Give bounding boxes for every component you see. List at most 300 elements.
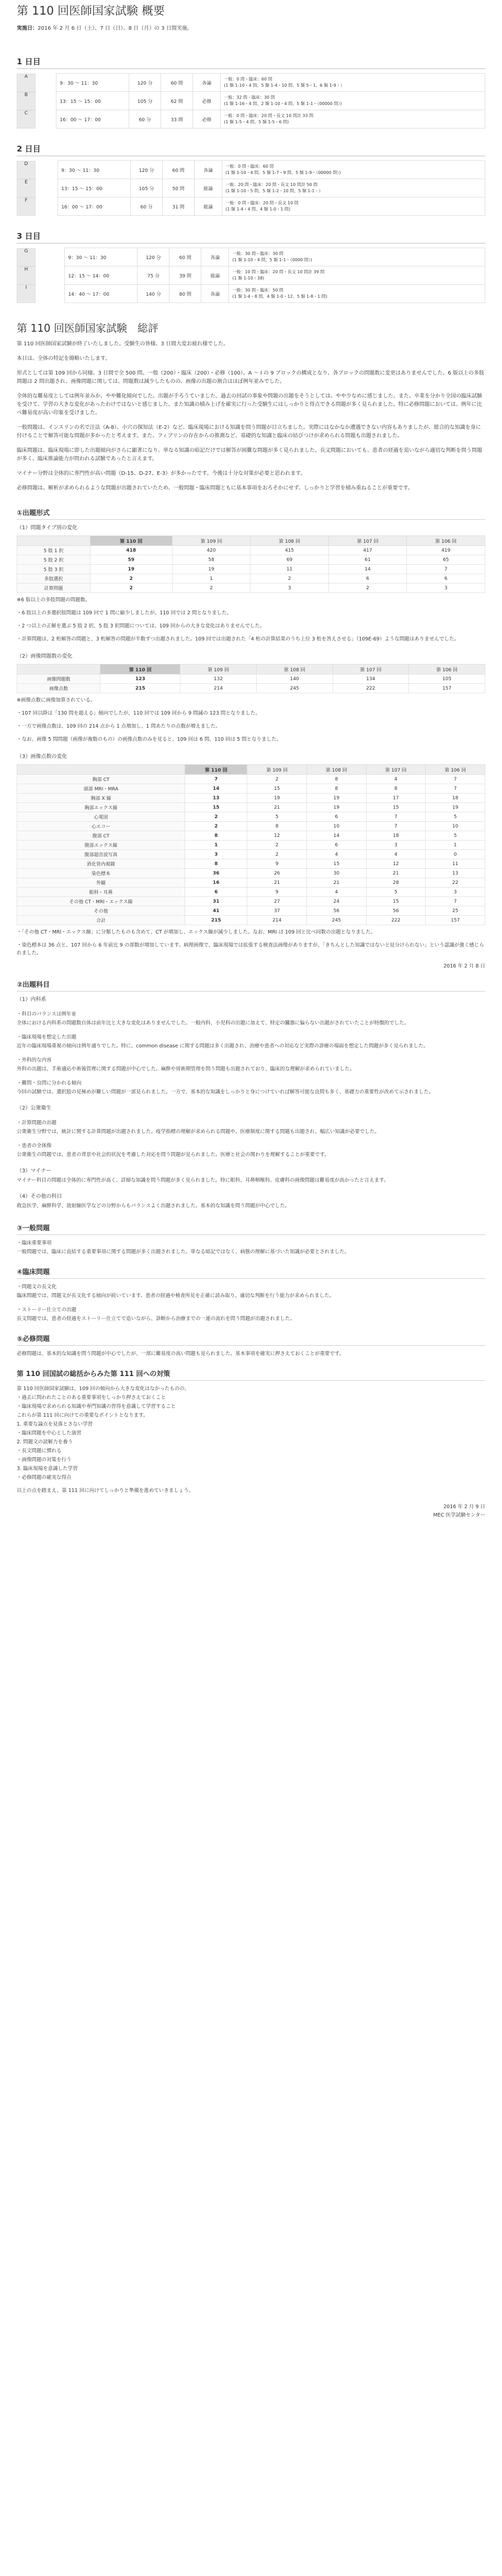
time-range: 16：00 〜 17：00 xyxy=(56,110,129,129)
time-range: 16：00 〜 17：00 xyxy=(58,197,131,216)
table-cell: 245 xyxy=(256,684,333,693)
table-cell: 7 xyxy=(366,822,426,831)
table-cell: 6 xyxy=(328,574,407,584)
paragraph: 外科の出題は、手術適応や術後管理に関する問題が中心でした。麻酔や周術期管理を問う問題も出題されており、臨床的な理解が求められていました。 xyxy=(17,1066,355,1072)
row-label: 5 肢 1 択 xyxy=(17,546,90,555)
table-cell: 14 xyxy=(307,831,367,841)
overview-paragraph: 第 110 回医師国家試験が終了いたしました。受験生の皆様、3 日間大変お疲れ様でした。 xyxy=(17,341,229,347)
table-cell: 14 xyxy=(328,565,407,574)
table-cell: 15 xyxy=(366,803,426,812)
table-cell: 215 xyxy=(100,684,180,693)
table-header: 第 109 回 xyxy=(172,536,250,546)
table-cell: 2 xyxy=(250,574,329,584)
notes xyxy=(17,928,485,957)
table-cell: 3 xyxy=(366,841,426,850)
table-row xyxy=(17,794,485,803)
paragraph: 公衆衛生の問題では、患者の背景や社会的状況を考慮した対応を問う問題が見られました。医療と社会の関わりを理解することが重要です。 xyxy=(17,1152,329,1158)
type-label: 必修 xyxy=(193,92,221,110)
table-row xyxy=(17,831,485,841)
table-cell: 21 xyxy=(247,803,307,812)
table-cell: 8 xyxy=(366,784,426,794)
section-general-title: ③一般問題 xyxy=(17,1222,485,1235)
page-title: 第 110 回医師国家試験 概要 xyxy=(17,5,165,18)
list-item: 2. 問題文の読解力を養う xyxy=(17,1439,73,1445)
subject-line: 一般：0 問・臨床：60 問 xyxy=(225,164,274,169)
row-label: 5 肢 2 択 xyxy=(17,555,90,565)
list-item: ・過去に問われたことのある重要事項をしっかり押さえておくこと xyxy=(17,1395,166,1401)
overview-paragraph: 必修問題は、解析が求められるような問題が出題されていたため、一般問題・臨床問題ともに基本事項をおろそかにせず、しっかりと学習を積み重ねることが重要です。 xyxy=(17,485,413,491)
table-cell: 418 xyxy=(90,546,172,555)
table-cell: 417 xyxy=(328,546,407,555)
table-cell: 16 xyxy=(185,878,247,888)
time-range: 9：30 〜 11：30 xyxy=(56,74,129,92)
question-count: 62 問 xyxy=(161,92,193,110)
table-cell: 19 xyxy=(307,794,367,803)
question-count: 31 問 xyxy=(163,197,195,216)
subject-line: 一般：30 問・臨床：50 問 xyxy=(232,288,283,293)
overview-paragraph: 全体的な難易度としては例年並みか、やや難化傾向でした。出題が手ろうていました。過去の回試の事象や問題の出題をそうとしては、やや少なめに感じました。また、卒業を分かり全国の臨床試験を受けて、学習の大きな変化があったわけではないと感じました。また知識の積み上げを確実に行った受験生にはしっかりと得点できる問題が多く見られました。特に必修問題においては、例年に比べ難易度が高い印象を受けました。 xyxy=(17,393,482,416)
table-row xyxy=(17,888,485,897)
table-header: 第 106 回 xyxy=(426,765,485,775)
subject-detail xyxy=(222,197,485,216)
question-count: 60 問 xyxy=(161,74,193,92)
table-header: 第 109 回 xyxy=(180,665,257,674)
table-cell: 7 xyxy=(426,775,485,784)
note-line: ・2 つ以上の正解を選ぶ 5 肢 2 択、5 肢 3 択問題については、109 回からの大きな変化はありませんでした。 xyxy=(17,623,265,629)
table-cell: 17 xyxy=(366,794,426,803)
table-cell: 14 xyxy=(185,784,247,794)
block-label: E xyxy=(17,179,36,197)
row-label: 胸部エックス線 xyxy=(17,803,185,812)
subject-line: 一般：0 問・臨床：20 問・長文 10 問計 33 問 xyxy=(224,113,314,118)
table-cell: 37 xyxy=(247,906,307,916)
table-cell: 5 xyxy=(426,812,485,822)
schedule-row xyxy=(17,285,485,303)
table-cell: 69 xyxy=(250,555,329,565)
paragraph: 全体における内科系の問題数自体は前年比と大きな変化はありませんでした。一般内科、小児科の出題に加えて、特定の臓器に偏らない出題がされていたことが特徴的でした。 xyxy=(17,1020,409,1026)
question-count: 80 問 xyxy=(169,285,201,303)
paragraph: 長文問題では、患者の経過をストーリー仕立てで追いながら、診断から治療までの一連の流れを問う問題が出題されました。 xyxy=(17,1316,295,1322)
table-cell: 7 xyxy=(366,812,426,822)
overview-paragraph: 形式としては第 109 回から同様、3 日間で全 500 問。一般（200）・臨床（200）・必修（100）。A 〜 I の 9 ブロックの構成となり、各ブロックの問題数に変更はありませんでした。6 版以上の多肢問題は 2 問出題され、画像問題に関しては、問題数は減少したものの、画像の出題の割合はほぼ例年並みでした。 xyxy=(17,370,484,384)
table-row xyxy=(17,803,485,812)
table-cell: 105 xyxy=(409,674,485,684)
subject-line: 一般：20 問・臨床：20 問・長文 10 問計 50 問 xyxy=(225,182,318,187)
table-row xyxy=(17,565,485,574)
table-row xyxy=(17,684,485,693)
sub-heading: （1）内科系 xyxy=(17,997,47,1003)
paragraph: 公衆衛生分野では、統計に関する計算問題が出題されました。疫学指標の理解が求められる問題や、医療制度に関する問題も出題され、幅広い知識が必要でした。 xyxy=(17,1129,380,1135)
table-row xyxy=(17,906,485,916)
list-item: ・必修問題の確実な得点 xyxy=(17,1475,72,1481)
overview-title: 第 110 回医師国家試験 総評 xyxy=(17,322,158,334)
table-cell: 1 xyxy=(185,841,247,850)
subject-line: (1 類 1-4・8 問、4 類 1-0・12、5 類 1-8・1 問) xyxy=(232,294,327,299)
table-row xyxy=(17,674,485,684)
table-row xyxy=(17,897,485,906)
block-label: I xyxy=(17,285,36,303)
table-cell: 2 xyxy=(90,584,172,593)
table-header-row xyxy=(17,536,485,546)
table-header xyxy=(17,536,90,546)
list-item: ・画像問題の対策を行う xyxy=(17,1457,72,1463)
table-row xyxy=(17,859,485,869)
table-cell: 24 xyxy=(307,897,367,906)
section-strategy-body xyxy=(17,1385,485,1495)
table-cell: 132 xyxy=(180,674,257,684)
row-label: 心電図 xyxy=(17,812,185,822)
table-cell: 123 xyxy=(100,674,180,684)
table-cell: 11 xyxy=(426,859,485,869)
time-range: 14：40 〜 17：00 xyxy=(65,285,138,303)
table-cell: 9 xyxy=(247,859,307,869)
subject-detail xyxy=(229,285,485,303)
type-label: 各論 xyxy=(201,285,229,303)
signature-date: 2016 年 2 月 8 日 xyxy=(443,963,485,969)
note-line: ・6 肢以上の多選択肢問題は 109 回で 1 問に縮少しましたが、110 回では 2 問となりました。 xyxy=(17,610,232,616)
type-label: 総論 xyxy=(201,266,229,285)
table-cell: 3 xyxy=(250,584,329,593)
table-cell: 21 xyxy=(247,878,307,888)
row-label: 多肢選択 xyxy=(17,574,90,584)
subject-detail xyxy=(221,74,485,92)
subject-line: (1 類 1-10・4 問、5 類 1-1・（0000 問）) xyxy=(232,258,312,262)
section-subjects-body xyxy=(17,996,485,1210)
sub-heading: （4）その他の科目 xyxy=(17,1194,62,1199)
table-cell: 25 xyxy=(426,906,485,916)
type-label: 各論 xyxy=(193,74,221,92)
block-label: H xyxy=(17,266,36,285)
table-row xyxy=(17,555,485,565)
list-item: ・長文問題に慣れる xyxy=(17,1448,62,1454)
schedule-row xyxy=(17,179,485,197)
table-cell: 9 xyxy=(247,888,307,897)
paragraph: 以上の点を踏まえ、第 111 回に向けてしっかりと準備を進めていきましょう。 xyxy=(17,1488,194,1494)
table-cell: 6 xyxy=(185,888,247,897)
block-label: C xyxy=(17,110,36,129)
schedule xyxy=(17,56,485,303)
note-line: ・一方で画像点数は、109 回の 214 点から 1 点増加し、1 問あたりの点数が増えました。 xyxy=(17,724,221,729)
duration: 60 分 xyxy=(129,110,161,129)
table-header-row xyxy=(17,765,485,775)
sub-heading: （1）問題タイプ別の変化 xyxy=(17,525,77,531)
row-label: 腹部 CT xyxy=(17,831,185,841)
table-cell: 8 xyxy=(247,822,307,831)
note-line: ※画像点数に画像加算されている。 xyxy=(17,697,96,703)
table-cell: 19 xyxy=(172,565,250,574)
table-cell: 36 xyxy=(185,869,247,878)
table-row xyxy=(17,574,485,584)
time-range: 9：30 〜 11：30 xyxy=(58,161,131,179)
question-count: 50 問 xyxy=(163,179,195,197)
section-clinical-body xyxy=(17,1283,485,1323)
table-cell: 140 xyxy=(256,674,333,684)
paragraph: ・患者の全体像 xyxy=(17,1143,52,1149)
table-cell: 21 xyxy=(307,878,367,888)
time-range: 13：15 〜 15：00 xyxy=(58,179,131,197)
section-general-body xyxy=(17,1239,485,1256)
paragraph: ・問題文の長文化 xyxy=(17,1284,57,1290)
table-row xyxy=(17,878,485,888)
row-label: その他 CT・MRI・エックス線 xyxy=(17,897,185,906)
table-cell: 419 xyxy=(407,546,485,555)
duration: 105 分 xyxy=(131,179,163,197)
subject-line: 一般：30 問・臨床：30 問 xyxy=(232,251,283,256)
time-range: 12：15 〜 14：00 xyxy=(65,266,138,285)
sub-heading: （2）公衆衛生 xyxy=(17,1105,52,1111)
table-cell: 12 xyxy=(366,859,426,869)
exam-date: 実施日：2016 年 2 月 6 日（土）、7 日（日）、8 日（月）の 3 日間実施。 xyxy=(17,26,192,31)
subject-detail xyxy=(222,179,485,197)
list-item: ・臨床現場で求められる知識や専門知識の習得を意識して学習すること xyxy=(17,1404,176,1409)
row-label: 消化管内視鏡 xyxy=(17,859,185,869)
table-cell: 19 xyxy=(90,565,172,574)
note-line: ・「その他 CT・MRI・エックス線」に分類したものも含めて、CT が増加し、エックス線が減少しました。なお、MRI は 109 回と比べ同数の出題となりました。 xyxy=(17,929,376,935)
subject-line: 一般：0 問・臨床：60 問 xyxy=(224,77,272,81)
question-count: 60 問 xyxy=(163,161,195,179)
table-cell: 2 xyxy=(90,574,172,584)
table-cell: 4 xyxy=(366,775,426,784)
row-label: 胸部 X 線 xyxy=(17,794,185,803)
table-cell: 6 xyxy=(307,841,367,850)
day-block xyxy=(17,230,485,303)
overview-paragraph: 一般問題は、インスリンの名で注法（A-8）、小穴の探知法（E-2）など、臨床現場における知識を問う問題が目立ちました。実際にはなかなか遭遇できない内容もありましたが、総合的な知識を身に付けることで解答可能な問題が多かったと考えます。また、フィブリンの存在からの推測など、基礎的な知識と臨床の結びつけが求められる問題も出題されました。 xyxy=(17,425,481,439)
list-item: 3. 臨床現場を意識した学習 xyxy=(17,1466,78,1472)
table-header xyxy=(17,765,185,775)
table-header: 第 110 回 xyxy=(90,536,172,546)
table-header: 第 107 回 xyxy=(333,665,409,674)
table-cell: 58 xyxy=(172,555,250,565)
overview-paragraph: 臨床問題は、臨床現場に即した出題傾向がさらに顕著になり、単なる知識の暗記だけでは解答が困難な問題が多く見られました。長文問題においても、患者の経過を追いながら適切な判断を問う問題が多く、臨床推論能力が問われる試験であったと言えます。 xyxy=(17,448,482,462)
table-cell: 15 xyxy=(307,859,367,869)
duration: 120 分 xyxy=(138,248,169,266)
subject-line: 一般：32 問・臨床：30 問 xyxy=(224,95,275,100)
schedule-row xyxy=(17,248,485,266)
paragraph: ・臨床重要事項 xyxy=(17,1240,52,1246)
table-cell: 30 xyxy=(307,869,367,878)
row-label: 胸部 CT xyxy=(17,775,185,784)
table-cell: 2 xyxy=(185,822,247,831)
subject-line: (1 類 1-10・38) xyxy=(232,276,265,281)
table-cell: 2 xyxy=(328,584,407,593)
table-cell: 56 xyxy=(307,906,367,916)
table-header: 第 106 回 xyxy=(407,536,485,546)
table-header: 第 108 回 xyxy=(256,665,333,674)
table-cell: 13 xyxy=(185,794,247,803)
table-cell: 19 xyxy=(307,803,367,812)
subject-detail xyxy=(221,110,485,129)
table-header: 第 110 回 xyxy=(185,765,247,775)
type-label: 総論 xyxy=(195,197,222,216)
table-cell: 3 xyxy=(426,888,485,897)
table-cell: 12 xyxy=(247,831,307,841)
section-strategy-title: 第 110 回国試の総括からみた第 111 回への対策 xyxy=(17,1368,485,1381)
row-label: 腹部超音波写真 xyxy=(17,850,185,859)
table-header: 第 107 回 xyxy=(366,765,426,775)
table-cell: 8 xyxy=(185,859,247,869)
subject-detail xyxy=(221,92,485,110)
table-row xyxy=(17,850,485,859)
schedule-row xyxy=(17,161,485,179)
table-cell: 31 xyxy=(185,897,247,906)
table-cell: 4 xyxy=(307,850,367,859)
block-label: B xyxy=(17,92,36,110)
table-header: 第 110 回 xyxy=(100,665,180,674)
table-cell: 7 xyxy=(426,897,485,906)
table-header: 第 109 回 xyxy=(247,765,307,775)
image-points-table xyxy=(17,764,485,925)
list-item: ・臨床問題を中心とした演習 xyxy=(17,1430,82,1436)
table-cell: 7 xyxy=(426,784,485,794)
row-label: 5 肢 3 択 xyxy=(17,565,90,574)
table-cell: 214 xyxy=(247,916,307,925)
overview-paragraph: 本日は、全体の特記を簡略いたします。 xyxy=(17,356,111,362)
table-cell: 28 xyxy=(366,878,426,888)
duration: 120 分 xyxy=(129,74,161,92)
table-cell: 27 xyxy=(247,897,307,906)
table-cell: 157 xyxy=(409,684,485,693)
day-block xyxy=(17,56,485,129)
subject-line: (1 類 1-10・4 問、5 類 1-7・9 問、5 類 1-9・（00000 問）) xyxy=(225,170,341,175)
table-cell: 215 xyxy=(185,916,247,925)
table-cell: 6 xyxy=(407,574,485,584)
table-cell: 4 xyxy=(366,850,426,859)
schedule-row xyxy=(17,266,485,285)
table-cell: 21 xyxy=(366,869,426,878)
note-line: ・計算問題は、2 桁解答の問題と、3 桁解答の問題が半数ずつ出題されました。109 回では出題された「4 桁の計算結果のうち上位 3 桁を答えさせる」（109E-69）ような問題はありませんでした。 xyxy=(17,636,459,642)
paragraph: 今回の試験では、選択肢の見極めが難しい問題が一部見られました。一方で、基本的な知識をしっかりと身につけていれば解答可能な良問も多く、基礎力の重要性が改めて示されました。 xyxy=(17,1089,434,1095)
table-header: 第 106 回 xyxy=(409,665,485,674)
subject-line: 一般：10 問・臨床：20 問・長文 10 問計 39 問 xyxy=(232,270,325,274)
table-row xyxy=(17,775,485,784)
paragraph: 必修問題は、基本的な知識を問う問題が中心でしたが、一部に難易度の高い問題も見られました。基本事項を確実に押さえておくことが重要です。 xyxy=(17,1351,345,1357)
row-label: 染色標本 xyxy=(17,869,185,878)
table-cell: 15 xyxy=(247,784,307,794)
schedule-row xyxy=(17,92,485,110)
row-label: 画像問題数 xyxy=(17,674,100,684)
table-cell: 56 xyxy=(366,906,426,916)
table-row xyxy=(17,584,485,593)
row-label: その他 xyxy=(17,906,185,916)
table-cell: 59 xyxy=(90,555,172,565)
paragraph: 近年の臨床現場重視の傾向は例年通りでした。特に、common disease に関する問題は多く出題され、治療や患者への対応など実際の診療の場面を想定した問題が多く見られました。 xyxy=(17,1043,429,1049)
schedule-table xyxy=(17,73,485,129)
sub-heading: （2）画像問題数の変化 xyxy=(17,654,73,659)
question-count: 33 問 xyxy=(161,110,193,129)
schedule-row xyxy=(17,74,485,92)
table-header xyxy=(17,665,100,674)
paragraph: ・難問・良問に分かれる傾向 xyxy=(17,1080,82,1086)
table-cell: 3 xyxy=(407,584,485,593)
table-cell: 13 xyxy=(426,869,485,878)
note-line: ・染色標本は 36 点と、107 回から 6 年前比 9 の部数が増加しています。病理画像で、臨床現場では拡張する検査法画像がありますが、「きちんとした知識ではないと見分けられない」という認識が強く感じられました。 xyxy=(17,942,484,956)
table-cell: 61 xyxy=(328,555,407,565)
table-cell: 65 xyxy=(407,555,485,565)
row-label: 外観 xyxy=(17,878,185,888)
overview-paragraph: マイナー分野は全体的に専門性が高い問題（D-15、D-27、E-3）が多かったです。今後は十分な対策が必要と思われます。 xyxy=(17,471,306,476)
table-cell: 7 xyxy=(185,775,247,784)
paragraph: ・外科的な内容 xyxy=(17,1057,52,1063)
block-label: G xyxy=(17,248,36,266)
table-row xyxy=(17,841,485,850)
list-item: 1. 重要な論点を見落とさない学習 xyxy=(17,1421,93,1427)
image-count-table xyxy=(17,664,485,693)
type-label: 各論 xyxy=(195,161,222,179)
table-cell: 2 xyxy=(185,812,247,822)
question-count: 39 問 xyxy=(169,266,201,285)
table-cell: 214 xyxy=(180,684,257,693)
table-cell: 18 xyxy=(426,794,485,803)
table-cell: 5 xyxy=(247,812,307,822)
table-cell: 2 xyxy=(247,850,307,859)
table-header-row xyxy=(17,665,485,674)
row-label: 画像点数 xyxy=(17,684,100,693)
table-cell: 0 xyxy=(426,850,485,859)
subject-detail xyxy=(229,248,485,266)
subject-line: (1 類 1-10・4 問、5 類 1-4・10 問、5 類 5・1、6 類 1-9・） xyxy=(224,83,345,88)
table-cell: 1 xyxy=(172,574,250,584)
duration: 60 分 xyxy=(131,197,163,216)
block-label: F xyxy=(17,197,36,216)
row-label: 頭部 MRI・MRA xyxy=(17,784,185,794)
paragraph: マイナー科目の問題は全体的に専門性が高く、詳細な知識を問う問題が多く見られました。特に眼科、耳鼻咽喉科、皮膚科の画像問題は難易度が高かったと言えます。 xyxy=(17,1178,389,1183)
table-row xyxy=(17,546,485,555)
block-label: D xyxy=(17,161,36,179)
subject-line: (1 類 1-4・4 問、4 類 1-0・1 問) xyxy=(225,207,291,212)
row-label: 眼科・耳鼻 xyxy=(17,888,185,897)
duration: 105 分 xyxy=(129,92,161,110)
subject-line: (1 類 1-5・4 問、5 類 1-5・6 問) xyxy=(224,120,289,124)
overview-body xyxy=(17,340,485,493)
sub-heading: （3）マイナー xyxy=(17,1168,52,1174)
note-line: ・なお、画像 5 問問題（画像が複数のもの）の画像点数のみを見ると、109 回は 6 問、110 回は 5 問となりました。 xyxy=(17,737,282,742)
row-label: 心エコー xyxy=(17,822,185,831)
table-cell: 2 xyxy=(172,584,250,593)
paragraph: ・科目のバランスは例年並 xyxy=(17,1011,76,1017)
note-line: ・107 回以降は「130 問を超える」傾向でしたが、110 回では 109 回から 9 問減の 123 問となりました。 xyxy=(17,710,260,716)
table-cell: 5 xyxy=(366,888,426,897)
paragraph: ・臨床現場を想定した出題 xyxy=(17,1034,77,1040)
subject-detail xyxy=(229,266,485,285)
duration: 75 分 xyxy=(138,266,169,285)
table-cell: 222 xyxy=(333,684,409,693)
duration: 120 分 xyxy=(131,161,163,179)
type-label: 必修 xyxy=(193,110,221,129)
table-cell: 15 xyxy=(366,897,426,906)
table-cell: 41 xyxy=(185,906,247,916)
subject-line: (1 類 1-10・5 問、5 類 1-2・10 問、5 類 1-1・） xyxy=(225,189,323,193)
schedule-row xyxy=(17,110,485,129)
table-cell: 3 xyxy=(185,850,247,859)
table-header: 第 108 回 xyxy=(250,536,329,546)
table-cell: 245 xyxy=(307,916,367,925)
table-cell: 26 xyxy=(247,869,307,878)
type-label: 総論 xyxy=(195,179,222,197)
duration: 140 分 xyxy=(138,285,169,303)
table-cell: 15 xyxy=(185,803,247,812)
table-cell: 19 xyxy=(247,794,307,803)
table-cell: 19 xyxy=(426,803,485,812)
table-cell: 157 xyxy=(426,916,485,925)
table-cell: 4 xyxy=(307,888,367,897)
table-cell: 18 xyxy=(366,831,426,841)
paragraph: ・ストーリー仕立ての出題 xyxy=(17,1307,77,1313)
table-cell: 420 xyxy=(172,546,250,555)
schedule-table xyxy=(17,248,485,303)
schedule-table xyxy=(17,160,485,216)
table-row xyxy=(17,822,485,831)
notes xyxy=(17,596,485,643)
